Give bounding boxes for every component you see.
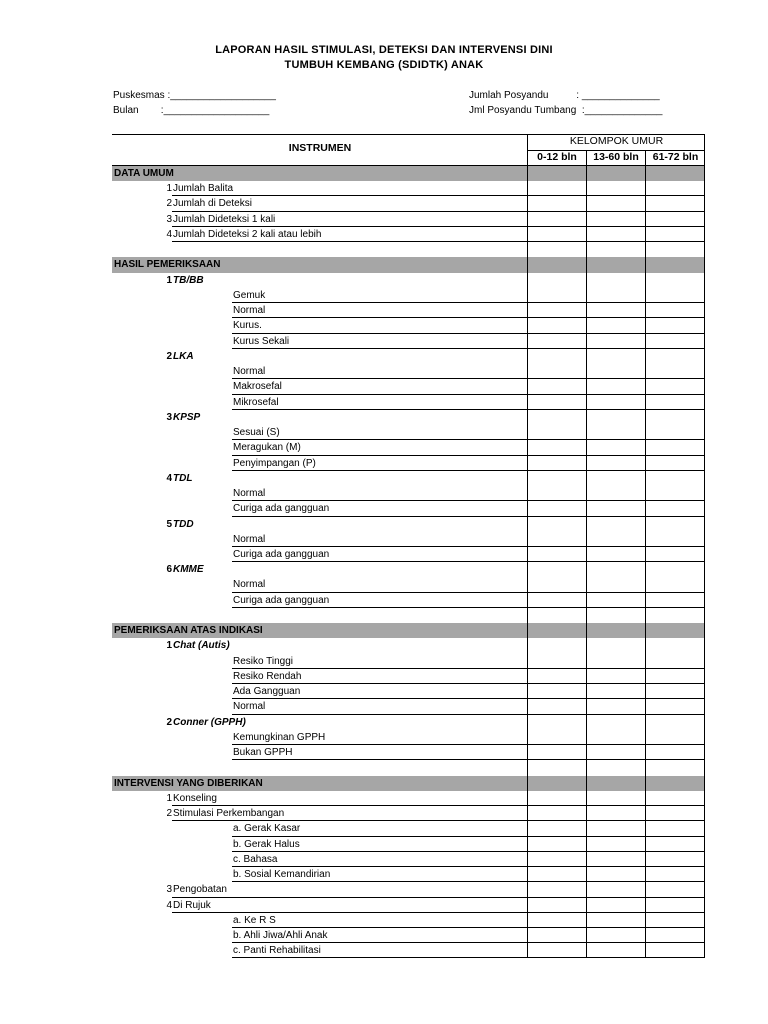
sub-item-row bbox=[112, 577, 705, 592]
row-label: c. Bahasa bbox=[233, 853, 278, 865]
row-number: 3 bbox=[166, 884, 172, 896]
row-label: Jumlah Dideteksi 1 kali bbox=[173, 213, 276, 225]
col-divider-0-12 bbox=[527, 134, 528, 958]
row-label: Jumlah Dideteksi 2 kali atau lebih bbox=[173, 228, 322, 240]
age-group-13-60: 13-60 bln bbox=[593, 151, 639, 163]
subheading-row bbox=[112, 349, 705, 364]
row-number: 1 bbox=[166, 792, 172, 804]
row-label: Normal bbox=[233, 533, 266, 545]
col-divider-13-60 bbox=[586, 150, 587, 958]
sub-item-row bbox=[112, 288, 705, 303]
row-label: Curiga ada gangguan bbox=[233, 594, 330, 606]
row-label: KMME bbox=[173, 564, 204, 576]
row-number: 3 bbox=[166, 411, 172, 423]
section-header-row bbox=[112, 257, 705, 272]
row-label: Jumlah di Deteksi bbox=[173, 198, 252, 210]
row-label: Konseling bbox=[173, 792, 217, 804]
sub-item-row bbox=[112, 684, 705, 699]
row-number: 6 bbox=[166, 564, 172, 576]
subheading-row bbox=[112, 715, 705, 730]
row-label: a. Ke R S bbox=[233, 914, 276, 926]
row-number: 2 bbox=[166, 808, 172, 820]
section-title: DATA UMUM bbox=[114, 168, 174, 179]
section-title: HASIL PEMERIKSAAN bbox=[114, 259, 221, 271]
sub-item-row bbox=[112, 303, 705, 318]
item-row bbox=[112, 227, 705, 242]
subheading-row bbox=[112, 471, 705, 486]
row-label: c. Panti Rehabilitasi bbox=[233, 945, 321, 957]
instrumen-header: INSTRUMEN bbox=[288, 142, 352, 154]
subheading-row bbox=[112, 638, 705, 653]
item-row bbox=[112, 791, 705, 806]
row-label: LKA bbox=[173, 350, 194, 362]
row-label: Normal bbox=[233, 701, 266, 713]
row-number: 4 bbox=[166, 899, 172, 911]
row-number: 3 bbox=[166, 213, 172, 225]
row-label: Normal bbox=[233, 366, 266, 378]
sub-item-row bbox=[112, 425, 705, 440]
row-label: Chat (Autis) bbox=[173, 640, 230, 652]
row-label: Jumlah Balita bbox=[173, 183, 234, 195]
section-header-row bbox=[112, 623, 705, 638]
sub-item-row bbox=[112, 318, 705, 333]
section-header-row bbox=[112, 776, 705, 791]
row-label: TDL bbox=[173, 472, 193, 484]
row-label: Sesuai (S) bbox=[233, 427, 280, 439]
sub-item-row bbox=[112, 745, 705, 760]
subheading-row bbox=[112, 410, 705, 425]
item-row bbox=[112, 898, 705, 913]
sdidtk-form-table bbox=[112, 134, 705, 958]
row-label: TB/BB bbox=[173, 274, 204, 286]
jumlah-posyandu-field[interactable]: Jumlah Posyandu : ______________ bbox=[469, 90, 660, 101]
jml-posyandu-tumbang-field[interactable]: Jml Posyandu Tumbang :______________ bbox=[469, 105, 663, 116]
sub-item-row bbox=[112, 379, 705, 394]
col-divider-61-72 bbox=[645, 150, 646, 958]
sub-item-row bbox=[112, 501, 705, 516]
row-label: Bukan GPPH bbox=[233, 747, 293, 759]
row-label: Mikrosefal bbox=[233, 396, 279, 408]
subheading-row bbox=[112, 517, 705, 532]
row-label: b. Ahli Jiwa/Ahli Anak bbox=[233, 930, 328, 941]
sub-item-row bbox=[112, 654, 705, 669]
row-label: KPSP bbox=[173, 411, 201, 423]
sub-item-row bbox=[112, 699, 705, 714]
item-row bbox=[112, 882, 705, 897]
age-group-0-12: 0-12 bln bbox=[537, 151, 577, 163]
kelompok-umur-header: KELOMPOK UMUR bbox=[569, 135, 664, 147]
sub-item-row bbox=[112, 669, 705, 684]
section-title: PEMERIKSAAN ATAS INDIKASI bbox=[114, 625, 263, 637]
row-number: 1 bbox=[166, 274, 172, 286]
sub-item-row bbox=[112, 440, 705, 455]
subheading-row bbox=[112, 562, 705, 577]
row-label: Normal bbox=[233, 579, 266, 591]
section-header-row bbox=[112, 166, 705, 181]
report-title-line-2: TUMBUH KEMBANG (SDIDTK) ANAK bbox=[284, 59, 484, 71]
sub-item-row bbox=[112, 532, 705, 547]
row-label: Curiga ada gangguan bbox=[233, 549, 330, 560]
sub-item-row bbox=[112, 364, 705, 379]
item-row bbox=[112, 196, 705, 211]
sub-item-row bbox=[112, 547, 705, 562]
report-title-line-1: LAPORAN HASIL STIMULASI, DETEKSI DAN INTERVENSI DINI bbox=[215, 44, 553, 56]
sub-item-row bbox=[112, 928, 705, 943]
row-number: 5 bbox=[166, 518, 172, 530]
row-label: a. Gerak Kasar bbox=[233, 823, 301, 835]
row-label: Resiko Tinggi bbox=[233, 655, 294, 667]
row-label: Normal bbox=[233, 488, 266, 500]
section-shading bbox=[112, 166, 705, 181]
row-number: 2 bbox=[166, 198, 172, 210]
row-label: Kurus. bbox=[233, 320, 262, 332]
row-label: b. Gerak Halus bbox=[233, 838, 300, 850]
row-label: Pengobatan bbox=[173, 884, 227, 896]
sub-item-row bbox=[112, 837, 705, 852]
sub-item-row bbox=[112, 730, 705, 745]
sub-item-row bbox=[112, 395, 705, 410]
item-row bbox=[112, 806, 705, 821]
row-label: Curiga ada gangguan bbox=[233, 503, 330, 515]
sub-item-row bbox=[112, 334, 705, 349]
sub-item-row bbox=[112, 852, 705, 867]
row-label: Ada Gangguan bbox=[233, 686, 301, 698]
row-number: 1 bbox=[166, 640, 172, 652]
row-label: Stimulasi Perkembangan bbox=[173, 808, 285, 820]
item-row bbox=[112, 212, 705, 227]
row-number: 2 bbox=[166, 350, 172, 362]
row-label: Di Rujuk bbox=[173, 899, 211, 911]
sub-item-row bbox=[112, 456, 705, 471]
bulan-field[interactable]: Bulan :___________________ bbox=[113, 105, 270, 116]
table-right-border bbox=[704, 134, 705, 958]
row-label: Normal bbox=[233, 305, 266, 317]
sub-item-row bbox=[112, 867, 705, 882]
row-label: TDD bbox=[173, 518, 194, 530]
row-label: Resiko Rendah bbox=[233, 670, 302, 682]
row-label: Penyimpangan (P) bbox=[233, 457, 316, 469]
sub-item-row bbox=[112, 593, 705, 608]
row-label: Meragukan (M) bbox=[233, 442, 301, 454]
row-number: 1 bbox=[166, 183, 172, 195]
row-label: Kurus Sekali bbox=[233, 335, 290, 347]
row-number: 4 bbox=[166, 228, 172, 240]
sub-item-row bbox=[112, 821, 705, 836]
row-underline bbox=[232, 957, 705, 958]
item-row bbox=[112, 181, 705, 196]
subheading-row bbox=[112, 273, 705, 288]
blank-row bbox=[112, 760, 705, 775]
row-number: 2 bbox=[166, 716, 172, 728]
puskesmas-field[interactable]: Puskesmas :___________________ bbox=[113, 90, 276, 101]
row-label: b. Sosial Kemandirian bbox=[233, 869, 331, 881]
section-title: INTERVENSI YANG DIBERIKAN bbox=[114, 777, 263, 789]
row-label: Makrosefal bbox=[233, 381, 282, 393]
blank-row bbox=[112, 608, 705, 623]
row-label: Gemuk bbox=[233, 289, 266, 301]
age-group-61-72: 61-72 bln bbox=[652, 151, 699, 163]
row-number: 4 bbox=[166, 472, 172, 484]
sub-item-row bbox=[112, 943, 705, 958]
sub-item-row bbox=[112, 913, 705, 928]
blank-row bbox=[112, 242, 705, 257]
row-label: Kemungkinan GPPH bbox=[233, 731, 326, 743]
row-label: Conner (GPPH) bbox=[173, 716, 246, 728]
sub-item-row bbox=[112, 486, 705, 501]
